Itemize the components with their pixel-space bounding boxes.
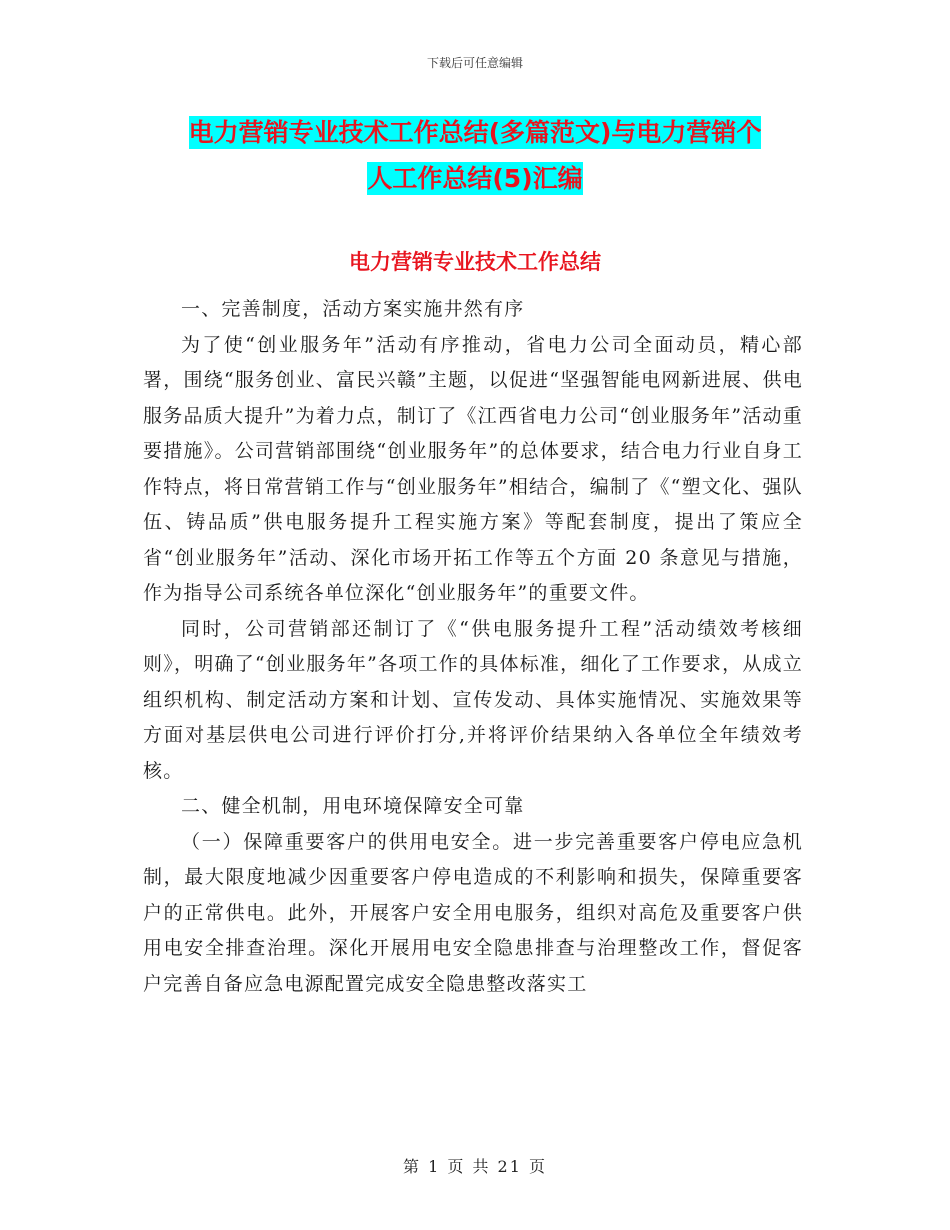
heading-paragraph-1: 一、完善制度，活动方案实施井然有序 bbox=[181, 298, 525, 320]
document-title bbox=[140, 110, 810, 202]
document-body bbox=[143, 292, 803, 1002]
heading-paragraph-2: 二、健全机制，用电环境保障安全可靠 bbox=[181, 795, 525, 817]
section-title: 电力营销专业技术工作总结 bbox=[349, 250, 601, 274]
document-title-line-2: 人工作总结(5)汇编 bbox=[367, 164, 583, 193]
body-paragraph: 同时，公司营销部还制订了《“供电服务提升工程”活动绩效考核细则》，明确了“创业服务年”各项工作的具体标准，细化了工作要求，从成立组织机构、制定活动方案和计划、宣传发动、具体实施情况、实施效果等方面对基层供电公司进行评价打分,并将评价结果纳入各单位全年绩效考核。 bbox=[143, 617, 803, 782]
body-paragraph: （一）保障重要客户的供用电安全。进一步完善重要客户停电应急机制，最大限度地减少因重要客户停电造成的不利影响和损失，保障重要客户的正常供电。此外，开展客户安全用电服务，组织对高危及重要客户供用电安全排查治理。深化开展用电安全隐患排查与治理整改工作，督促客户完善自备应急电源配置完成安全隐患整改落实工 bbox=[143, 830, 803, 995]
page-footer: 第 1 页 共 21 页 bbox=[403, 1157, 547, 1176]
header-note: 下载后可任意编辑 bbox=[426, 56, 523, 70]
document-title-line-1: 电力营销专业技术工作总结(多篇范文)与电力营销个 bbox=[188, 118, 762, 147]
body-paragraph: 为了使“创业服务年”活动有序推动，省电力公司全面动员，精心部署，围绕“服务创业、富民兴赣”主题，以促进“坚强智能电网新进展、供电服务品质大提升”为着力点，制订了《江西省电力公司“创业服务年”活动重要措施》。公司营销部围绕“创业服务年”的总体要求，结合电力行业自身工作特点，将日常营销工作与“创业服务年”相结合，编制了《“塑文化、强队伍、铸品质”供电服务提升工程实施方案》等配套制度，提出了策应全省“创业服务年”活动、深化市场开拓工作等五个方面 20 条意见与措施，作为指导公司系统各单位深化“创业服务年”的重要文件。 bbox=[143, 333, 803, 604]
